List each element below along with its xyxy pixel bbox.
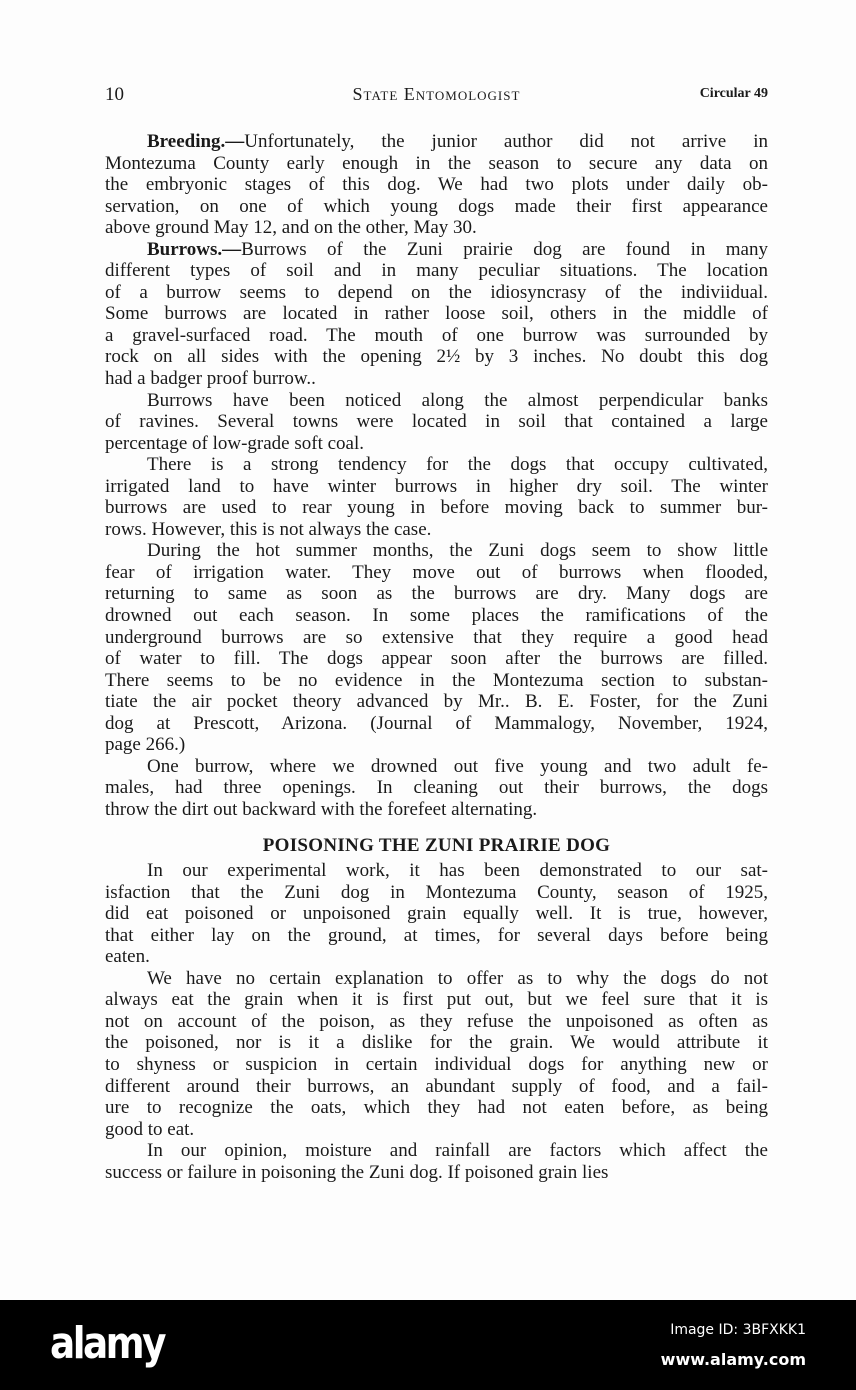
text-line [105, 282, 768, 304]
line-text: drowned out each season. In some places the ramifications of the [105, 605, 768, 627]
text-line [105, 1054, 768, 1076]
line-text: There is a strong tendency for the dogs that occupy cultivated, [147, 454, 768, 476]
text-line [105, 734, 768, 756]
line-text: percentage of low-grade soft coal. [105, 432, 365, 454]
image-id: Image ID: 3BFXKK1 [670, 1322, 806, 1338]
text-line [105, 411, 768, 433]
line-text: Montezuma County early enough in the season to secure any data on [105, 152, 768, 174]
line-text: rock on all sides with the opening 2½ by 3 inches. No doubt this dog [105, 346, 768, 368]
section-heading: POISONING THE ZUNI PRAIRIE DOG [262, 834, 611, 856]
text-line [105, 1119, 768, 1141]
line-text: good to eat. [105, 1118, 195, 1140]
line-text: to shyness or suspicion in certain individual dogs for anything new or [105, 1053, 768, 1075]
text-line [105, 648, 768, 670]
text-line [105, 519, 768, 541]
text-line [105, 303, 768, 325]
line-text: There seems to be no evidence in the Montezuma section to substan- [105, 669, 768, 691]
line-text: different types of soil and in many peculiar situations. The location [105, 260, 768, 282]
line-text: above ground May 12, and on the other, May 30. [105, 217, 477, 239]
text-line [105, 925, 768, 947]
text-line [105, 497, 768, 519]
text-line [105, 260, 768, 282]
text-line [105, 968, 768, 990]
line-text: that either lay on the ground, at times, for several days before being [105, 924, 768, 946]
text-line [105, 217, 768, 239]
text-line [105, 605, 768, 627]
line-text: of water to fill. The dogs appear soon after the burrows are filled. [105, 648, 768, 670]
text-line [105, 882, 768, 904]
text-line [105, 346, 768, 368]
line-text: throw the dirt out backward with the forefeet alternating. [105, 798, 538, 820]
text-line [105, 153, 768, 175]
line-text: of a burrow seems to depend on the idiosyncrasy of the indiviidual. [105, 281, 768, 303]
text-line [105, 670, 768, 692]
paragraph [105, 860, 768, 968]
line-text: isfaction that the Zuni dog in Montezuma County, season of 1925, [105, 881, 768, 903]
text-line [105, 325, 768, 347]
paragraph [105, 131, 768, 239]
paragraph [105, 454, 768, 540]
line-text: In our experimental work, it has been demonstrated to our sat- [147, 860, 768, 882]
paragraph [105, 756, 768, 821]
line-text: Burrows have been noticed along the almost perpendicular banks [147, 389, 768, 411]
text-line [105, 946, 768, 968]
running-header [105, 84, 768, 108]
line-text: underground burrows are so extensive that they require a good head [105, 626, 768, 648]
text-line [105, 799, 768, 821]
paragraph [105, 239, 768, 390]
line-text: tiate the air pocket theory advanced by Mr.. B. E. Foster, for the Zuni [105, 691, 768, 713]
text-line [105, 239, 768, 261]
text-line [105, 1076, 768, 1098]
text-line [105, 1032, 768, 1054]
watermark-bar [0, 1300, 856, 1390]
line-text: success or failure in poisoning the Zuni dog. If poisoned grain lies [105, 1161, 609, 1183]
line-text: dog at Prescott, Arizona. (Journal of Mammalogy, November, 1924, [105, 712, 768, 734]
text-line [105, 627, 768, 649]
line-text: returning to same as soon as the burrows are dry. Many dogs are [105, 583, 768, 605]
text-line [105, 562, 768, 584]
line-text: had a badger proof burrow.. [105, 368, 316, 390]
line-text: We have no certain explanation to offer as to why the dogs do not [147, 967, 768, 989]
text-line [105, 1011, 768, 1033]
line-text: did eat poisoned or unpoisoned grain equally well. It is true, however, [105, 903, 768, 925]
paragraph [105, 540, 768, 755]
text-line [105, 777, 768, 799]
text-line [105, 131, 768, 153]
alamy-logo: alamy [50, 1318, 164, 1369]
text-line [105, 691, 768, 713]
line-text: ure to recognize the oats, which they had not eaten before, as being [105, 1097, 768, 1119]
line-text: eaten. [105, 946, 150, 968]
line-text: not on account of the poison, as they refuse the unpoisoned as often as [105, 1010, 768, 1032]
line-text: of ravines. Several towns were located in soil that contained a large [105, 411, 768, 433]
text-line [105, 476, 768, 498]
line-text: the embryonic stages of this dog. We had two plots under daily ob- [105, 174, 768, 196]
paragraph [105, 1140, 768, 1183]
paragraph [105, 968, 768, 1140]
running-title: State Entomologist [352, 84, 521, 104]
paragraph-lead-in: Breeding.— [147, 131, 245, 152]
line-text: page 266.) [105, 734, 186, 756]
paragraph-lead-in: Burrows.— [147, 238, 242, 260]
line-text: a gravel-surfaced road. The mouth of one burrow was surrounded by [105, 324, 768, 346]
line-text: Burrows of the Zuni prairie dog are found in many [241, 238, 768, 260]
line-text: different around their burrows, an abundant supply of food, and a fail- [105, 1075, 768, 1097]
text-line [105, 756, 768, 778]
line-text: rows. However, this is not always the case. [105, 518, 432, 540]
text-line [105, 713, 768, 735]
circular-label: Circular 49 [699, 86, 768, 101]
text-line [105, 860, 768, 882]
line-text: servation, on one of which young dogs made their first appearance [105, 195, 768, 217]
line-text: irrigated land to have winter burrows in higher dry soil. The winter [105, 475, 768, 497]
text-line [105, 1097, 768, 1119]
line-text: One burrow, where we drowned out five young and two adult fe- [147, 755, 768, 777]
paragraph [105, 390, 768, 455]
text-line [105, 903, 768, 925]
page-number: 10 [105, 84, 124, 105]
line-text: Some burrows are located in rather loose soil, others in the middle of [105, 303, 768, 325]
line-text: fear of irrigation water. They move out of burrows when flooded, [105, 561, 768, 583]
line-text: males, had three openings. In cleaning out their burrows, the dogs [105, 777, 768, 799]
text-line [105, 540, 768, 562]
line-text: Unfortunately, the junior author did not arrive in [244, 131, 768, 152]
line-text: the poisoned, nor is it a dislike for the grain. We would attribute it [105, 1032, 768, 1054]
text-line [105, 454, 768, 476]
page-body [105, 131, 768, 1183]
text-line [105, 433, 768, 455]
line-text: always eat the grain when it is first put out, but we feel sure that it is [105, 989, 768, 1011]
line-text: In our opinion, moisture and rainfall are factors which affect the [147, 1140, 768, 1162]
line-text: During the hot summer months, the Zuni dogs seem to show little [147, 540, 768, 562]
text-line [105, 989, 768, 1011]
website-link: www.alamy.com [660, 1350, 806, 1369]
text-line [105, 196, 768, 218]
text-line [105, 368, 768, 390]
text-line [105, 1140, 768, 1162]
text-line [105, 174, 768, 196]
text-line [105, 583, 768, 605]
line-text: burrows are used to rear young in before moving back to summer bur- [105, 497, 768, 519]
text-line [105, 1162, 768, 1184]
text-line [105, 390, 768, 412]
